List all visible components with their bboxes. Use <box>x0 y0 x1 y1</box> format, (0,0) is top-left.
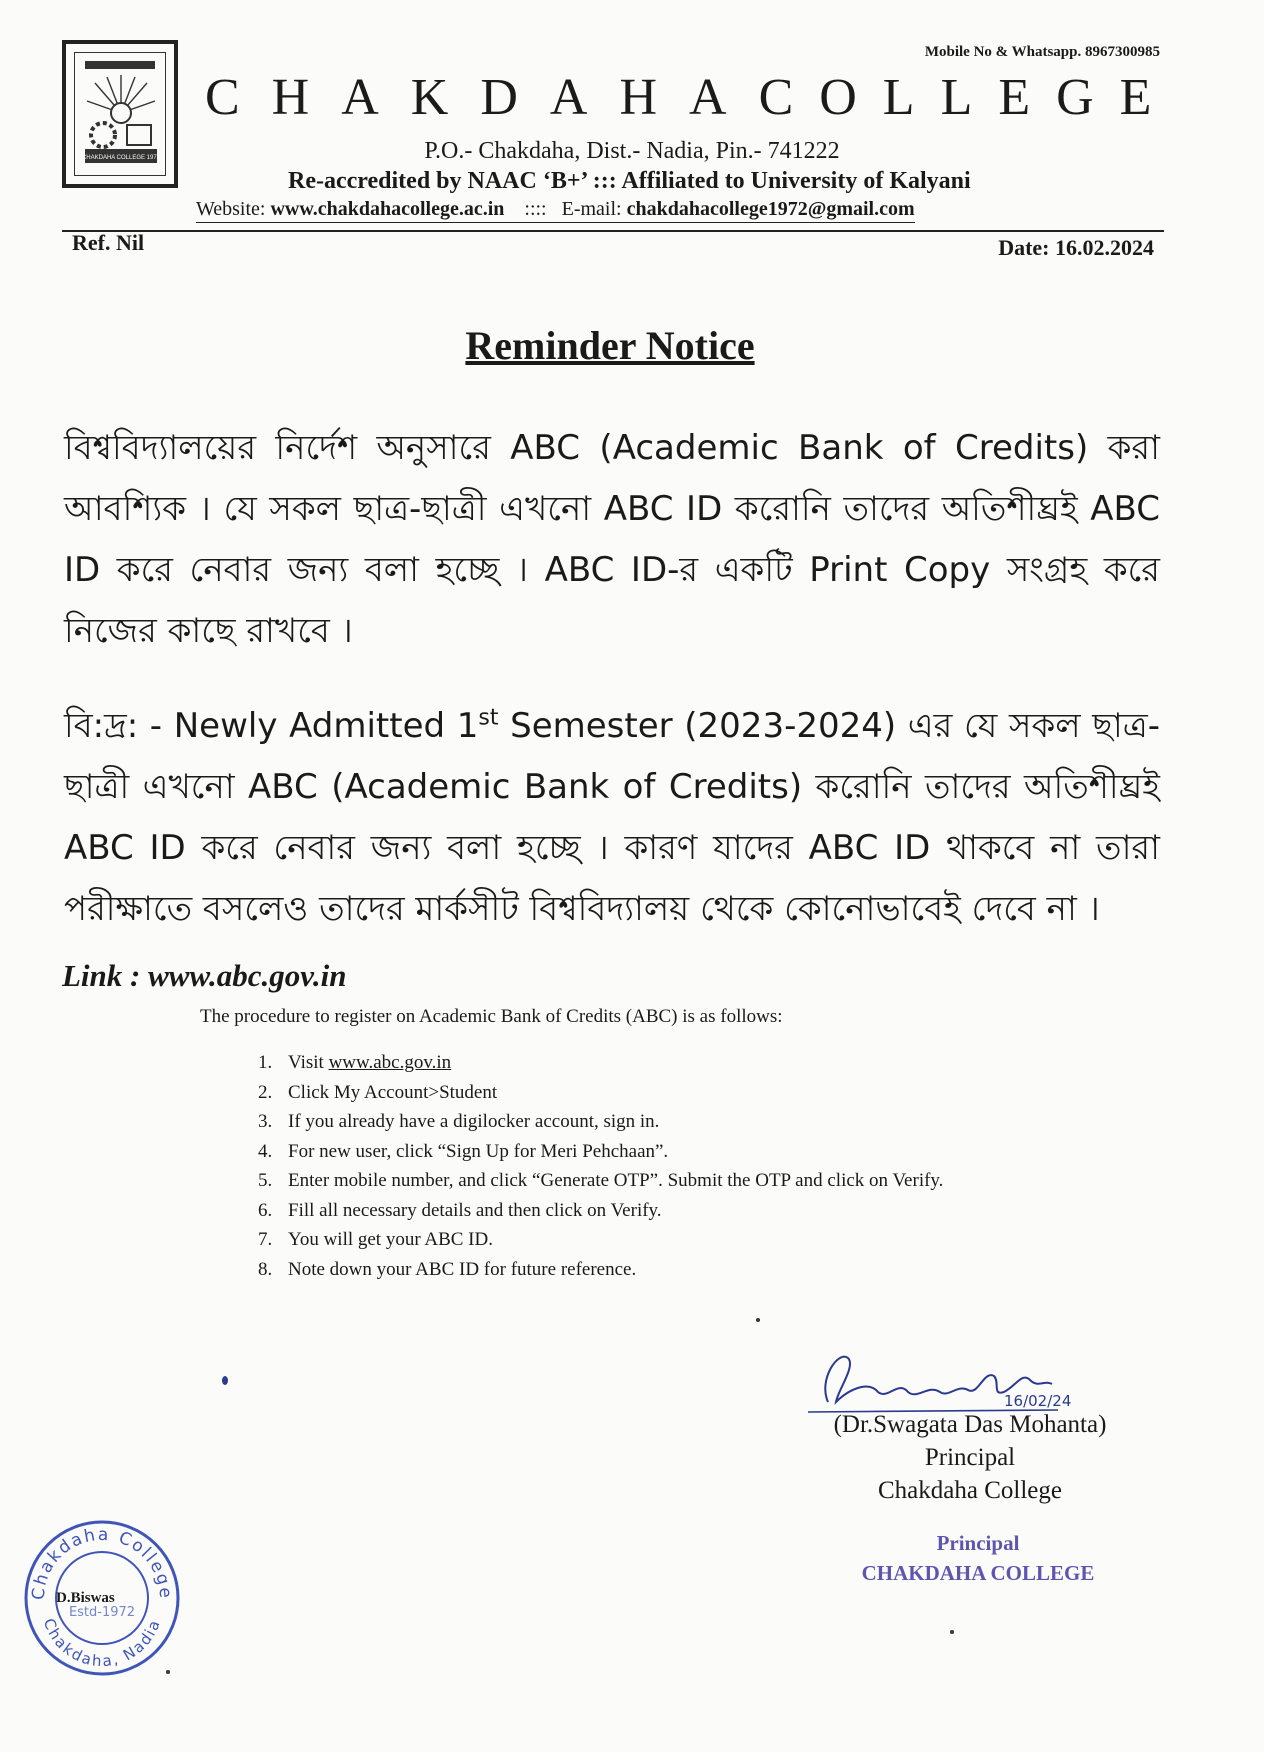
signature-date: 16/02/24 <box>1004 1392 1072 1410</box>
notice-paragraph-note <box>64 696 1160 940</box>
abc-website-link[interactable]: www.abc.gov.in <box>328 1052 452 1073</box>
note-superscript: st <box>478 705 499 731</box>
procedure-step: 1. Visit www.abc.gov.in <box>258 1052 452 1073</box>
notice-paragraph-main: বিশ্ববিদ্যালয়ের নির্দেশ অনুসারে ABC (Academic Bank of Credits) করা আবশ্যিক । যে সকল ছাত্র-ছাত্রী এখনো ABC ID করোনি তাদের অতিশীঘ্রই ABC ID করে নেবার জন্য বলা হচ্ছে । ABC ID-র একটি Print Copy সংগ্রহ করে নিজের কাছে রাখবে । <box>64 428 1160 651</box>
website-link[interactable]: www.chakdahacollege.ac.in <box>270 198 505 220</box>
procedure-step: 5. Enter mobile number, and click “Generate OTP”. Submit the OTP and click on Verify. <box>258 1170 944 1191</box>
ink-mark <box>222 1376 228 1385</box>
contact-line <box>196 198 915 223</box>
procedure-step: 8. Note down your ABC ID for future reference. <box>258 1258 637 1280</box>
email-label: E-mail: <box>561 198 627 220</box>
note-part-a: বি:দ্র: - Newly Admitted 1 <box>64 706 479 746</box>
college-name <box>205 69 1178 126</box>
mobile-number: Mobile No & Whatsapp. 8967300985 <box>924 44 1160 60</box>
seal-top-text: Chakdaha College <box>28 1524 176 1601</box>
stamp-line-2: CHAKDAHA COLLEGE <box>861 1561 1095 1585</box>
signatory-designation: Principal <box>924 1444 1016 1471</box>
procedure-intro: The procedure to register on Academic Bank of Credits (ABC) is as follows: <box>200 1006 783 1027</box>
signatory-institution: Chakdaha College <box>878 1477 1062 1504</box>
accreditation-line: Re-accredited by NAAC ‘B+’ ::: Affiliated to University of Kalyani <box>288 168 971 194</box>
ink-mark <box>166 1670 170 1674</box>
procedure-step: 3. If you already have a digilocker account, sign in. <box>258 1111 660 1132</box>
ink-mark <box>756 1318 760 1322</box>
header-divider <box>62 230 1164 232</box>
note-part-b: Semester (2023-2024) এর যে সকল ছাত্র-ছাত্রী এখনো ABC (Academic Bank of Credits) করোনি তাদের অতিশীঘ্রই ABC ID করে নেবার জন্য বলা হচ্ছে । কারণ যাদের ABC ID থাকবে না তারা পরীক্ষাতে বসলেও তাদের মার্কসীট বিশ্ববিদ্যালয় থেকে কোনোভাবেই দেবে না । <box>64 706 1161 929</box>
seal-signatory: D.Biswas <box>56 1590 115 1606</box>
procedure-step: 2. Click My Account>Student <box>258 1081 498 1103</box>
principal-stamp <box>828 1528 1128 1588</box>
college-name-word1: CHAKDAHA <box>205 69 759 126</box>
college-address: P.O.- Chakdaha, Dist.- Nadia, Pin.- 741222 <box>424 138 840 164</box>
signatory-name: (Dr.Swagata Das Mohanta) <box>833 1411 1107 1438</box>
procedure-step: 7. You will get your ABC ID. <box>258 1229 493 1250</box>
procedure-step: 6. Fill all necessary details and then click on Verify. <box>258 1199 662 1221</box>
seal-bottom-text: Chakdaha, Nadia <box>39 1616 165 1671</box>
notice-title: Reminder Notice <box>465 323 755 368</box>
stamp-line-1: Principal <box>936 1531 1020 1555</box>
procedure-step: 4. For new user, click “Sign Up for Meri Pehchaan”. <box>258 1140 669 1162</box>
notice-date: Date: 16.02.2024 <box>998 235 1154 260</box>
seal-year: Estd-1972 <box>68 1605 136 1620</box>
signatory-block <box>800 1408 1140 1507</box>
logo-text: CHAKDAHA COLLEGE 1972 <box>81 155 161 161</box>
abc-link[interactable]: Link : www.abc.gov.in <box>62 958 347 993</box>
website-label: Website: <box>196 198 271 220</box>
email-link[interactable]: chakdahacollege1972@gmail.com <box>626 198 915 220</box>
contact-separator: :::: <box>504 198 562 220</box>
ink-mark <box>950 1630 954 1634</box>
college-logo <box>62 40 178 188</box>
reference-number: Ref. Nil <box>72 230 145 255</box>
college-name-word2: COLLEGE <box>758 69 1178 126</box>
procedure-steps <box>258 1052 943 1288</box>
